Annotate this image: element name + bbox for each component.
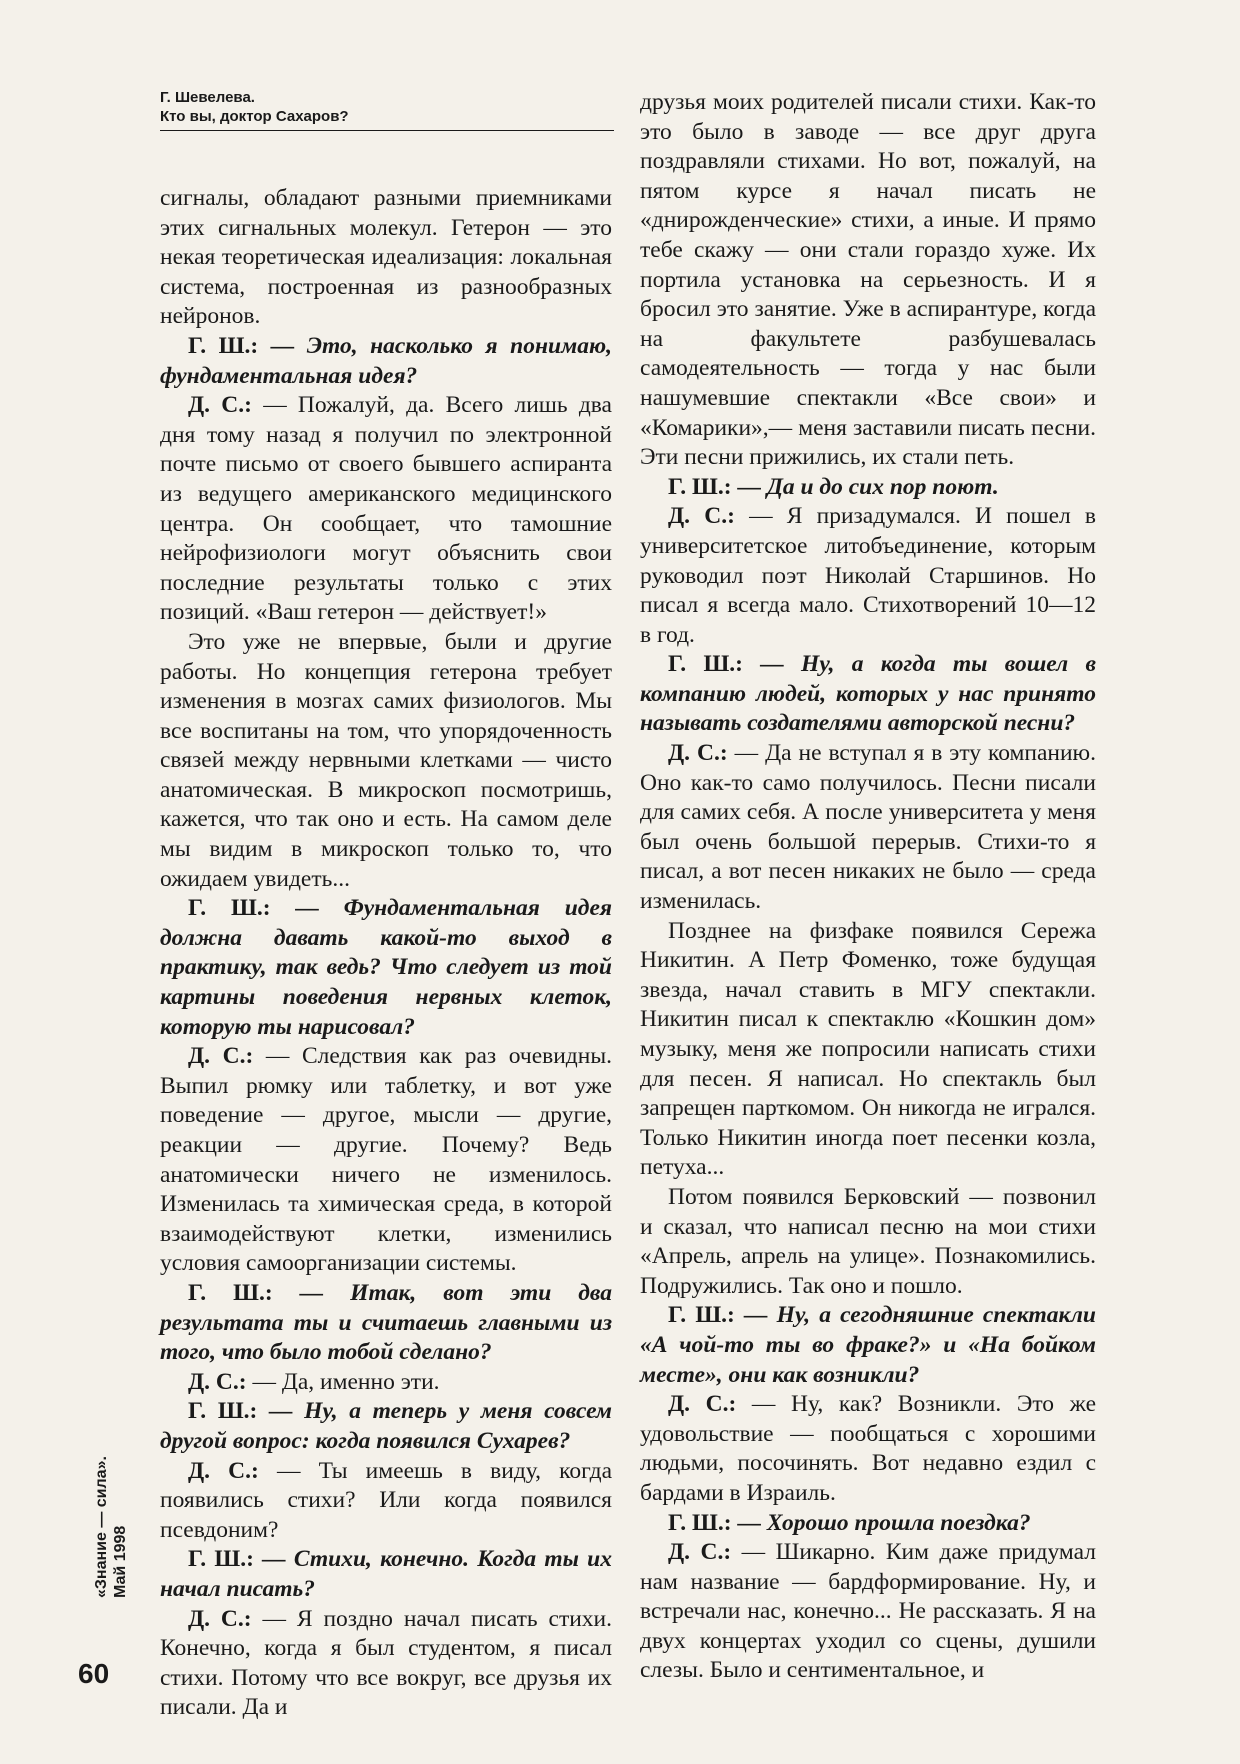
answer-paragraph: [640, 1390, 1096, 1508]
speaker-label: Д. С.:: [668, 503, 735, 530]
question-text: — Ну, а когда ты вошел в компанию людей, которых у нас принято называть создателями авторской песни?: [640, 651, 1096, 737]
answer-text: — Я призадумался. И пошел в университетское литобъединение, которым руководил поэт Николай Старшинов. Но писал я всегда мало. Стихотворений 10—12 в год.: [640, 503, 1096, 648]
speaker-label: Г. Ш.:: [668, 651, 743, 678]
question-text: — Ну, а теперь у меня совсем другой вопрос: когда появился Сухарев?: [160, 1398, 613, 1454]
magazine-name: «Знание — сила».: [93, 1456, 110, 1598]
question-paragraph: [160, 332, 612, 391]
question-paragraph: [160, 1279, 612, 1368]
question-text: — Фундаментальная идея должна давать какой-то выход в практику, так ведь? Что следует из той картины поведения нервных клеток, которую ты нарисовал?: [160, 895, 612, 1040]
speaker-label: Д. С.:: [188, 1605, 252, 1632]
right-column: [640, 88, 1096, 1686]
question-paragraph: [160, 1397, 612, 1456]
speaker-label: Г. Ш.:: [188, 1398, 258, 1425]
question-text: — Это, насколько я понимаю, фундаментальная идея?: [160, 332, 612, 389]
answer-paragraph: [160, 391, 612, 628]
page-number: 60: [78, 1658, 110, 1689]
running-head-title: Кто вы, доктор Сахаров?: [160, 108, 349, 125]
answer-text: — Следствия как раз очевидны. Выпил рюмку или таблетку, и вот уже поведение — другое, мысли — другие, реакции — другие. Почему? Ведь анатомически ничего не изменилось. Изменилась та химическая среда, в которой взаимодействуют клетки, изменились условия самоорганизации системы.: [160, 1043, 612, 1277]
paragraph: Позднее на физфаке появился Сережа Никитин. А Петр Фоменко, тоже будущая звезда, начал ставить в МГУ спектакли. Никитин писал к спектаклю «Кошкин дом» музыку, меня же попросили написать стихи для песен. Я написал. Но спектакль был запрещен парткомом. Он никогда не игрался. Только Никитин иногда поет песенки козла, петуха...: [640, 917, 1096, 1181]
question-text: — Итак, вот эти два результата ты и считаешь главными из того, что было тобой сделано?: [160, 1279, 612, 1366]
speaker-label: Д. С.:: [188, 1368, 247, 1395]
paragraph: Потом появился Берковский — позвонил и сказал, что написал песню на мои стихи «Апрель, апрель на улице». Познакомились. Подружились. Так оно и пошло.: [640, 1183, 1096, 1299]
question-paragraph: [640, 1509, 1096, 1539]
question-paragraph: [160, 894, 612, 1042]
speaker-label: Д. С.:: [188, 1043, 254, 1070]
question-paragraph: [160, 1545, 612, 1604]
answer-paragraph: [640, 1538, 1096, 1686]
paragraph: друзья моих родителей писали стихи. Как-то это было в заводе — все друг друга поздравляли стихами. Но вот, пожалуй, на пятом курсе я начал писать не «днирожденческие» стихи, а иные. И прямо тебе скажу — они стали гораздо хуже. Их портила установка на серьезность. И я бросил это занятие. Уже в аспирантуре, когда на факультете разбушевалась самодеятельность — тогда у нас были нашумевшие спектакли «Все свои» и «Комарики»,— меня заставили писать песни. Эти песни прижились, их стали петь.: [640, 89, 1096, 471]
answer-text: — Да, именно эти.: [246, 1368, 440, 1395]
speaker-label: Г. Ш.:: [188, 895, 271, 922]
speaker-label: Д. С.:: [668, 740, 728, 767]
paragraph: Это уже не впервые, были и другие работы. Но концепция гетерона требует изменения в мозгах самих физиологов. Мы все воспитаны на том, что упорядоченность связей между нервными клетками — чисто анатомическая. В микроскоп посмотришь, кажется, что так оно и есть. На самом деле мы видим в микроскоп только то, что ожидаем увидеть...: [160, 628, 612, 892]
issue-date: Май 1998: [112, 1525, 129, 1598]
speaker-label: Д. С.:: [668, 1539, 732, 1566]
answer-paragraph: [160, 1605, 612, 1723]
speaker-label: Г. Ш.:: [188, 1279, 273, 1306]
answer-paragraph: [160, 1368, 612, 1398]
answer-text: — Да не вступал я в эту компанию. Оно как-то само получилось. Песни писали для самих себя. А после университета у меня был очень большой перерыв. Стихи-то я писал, а вот песен никаких не было — среда изменилась.: [640, 740, 1096, 915]
question-text: — Хорошо прошла поездка?: [731, 1509, 1031, 1536]
speaker-label: Г. Ш.:: [668, 1302, 735, 1329]
question-text: — Стихи, конечно. Когда ты их начал писать?: [160, 1546, 612, 1602]
speaker-label: Г. Ш.:: [668, 1509, 732, 1536]
answer-text: — Я поздно начал писать стихи. Конечно, когда я был студентом, я писал стихи. Потому что все вокруг, все друзья их писали. Да и: [160, 1605, 612, 1721]
running-head: [160, 88, 612, 126]
speaker-label: Д. С.:: [188, 392, 252, 419]
running-head-author: Г. Шевелева.: [160, 89, 255, 106]
question-text: — Ну, а сегодняшние спектакли «А чой-то ты во фраке?» и «На бойком месте», они как возникли?: [640, 1302, 1097, 1388]
speaker-label: Г. Ш.:: [188, 1546, 254, 1573]
magazine-sidebar: [92, 1456, 130, 1598]
paragraph: сигналы, обладают разными приемниками этих сигнальных молекул. Гетерон — это некая теоретическая идеализация: локальная система, построенная из разнообразных нейронов.: [160, 185, 612, 330]
question-paragraph: [640, 650, 1096, 739]
answer-text: — Шикарно. Ким даже придумал нам название — бардформирование. Ну, и встречали нас, конечно... Не рассказать. Я на двух концертах уходил со сцены, душили слезы. Было и сентиментальное, и: [640, 1539, 1096, 1684]
answer-text: — Ты имеешь в виду, когда появились стихи? Или когда появился псевдоним?: [160, 1457, 613, 1543]
question-text: — Да и до сих пор поют.: [731, 473, 999, 500]
speaker-label: Г. Ш.:: [188, 332, 259, 359]
speaker-label: Д. С.:: [188, 1457, 259, 1484]
header-rule: [160, 130, 614, 131]
answer-paragraph: [160, 1457, 612, 1546]
answer-paragraph: [640, 739, 1096, 917]
question-paragraph: [640, 1301, 1096, 1390]
question-paragraph: [640, 473, 1096, 503]
answer-paragraph: [160, 1042, 612, 1279]
left-column: [160, 184, 612, 1723]
answer-text: — Ну, как? Возникли. Это же удовольствие — пообщаться с хорошими людьми, посочинять. Вот недавно ездил с бардами в Израиль.: [640, 1391, 1096, 1506]
speaker-label: Д. С.:: [668, 1391, 737, 1418]
answer-paragraph: [640, 502, 1096, 650]
answer-text: — Пожалуй, да. Всего лишь два дня тому назад я получил по электронной почте письмо от своего бывшего аспиранта из ведущего американского медицинского центра. Он сообщает, что тамошние нейрофизиологи могут объяснить свои последние результаты только с этих позиций. «Ваш гетерон — действует!»: [160, 392, 612, 626]
speaker-label: Г. Ш.:: [668, 473, 732, 500]
